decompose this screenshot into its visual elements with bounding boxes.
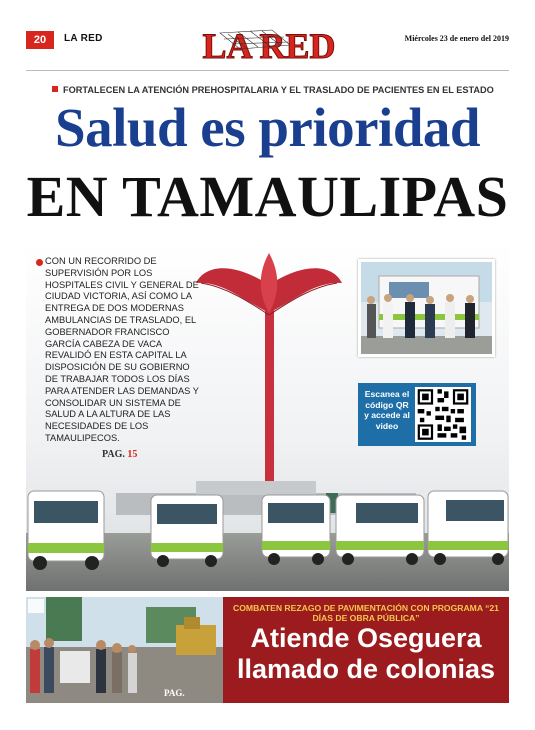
secondary-kicker: COMBATEN REZAGO DE PAVIMENTACIÓN CON PROGRAMA “21 DÍAS DE OBRA PÚBLICA” — [233, 603, 499, 623]
logo-text: LA RED — [202, 26, 336, 65]
secondary-photo-paving — [26, 597, 223, 703]
inset-photo-officials — [358, 259, 495, 357]
bullet-square-icon — [52, 86, 58, 92]
qr-callout-text: Escanea el código QR y accede al video — [364, 389, 410, 431]
ambulance-4 — [336, 495, 424, 565]
qr-code-icon[interactable] — [415, 387, 471, 442]
page-number: 20 — [26, 31, 54, 49]
lead-body-text — [45, 256, 205, 445]
ambulance-5 — [428, 491, 508, 565]
header-divider — [26, 70, 509, 71]
page-ref-label: PAG. — [102, 449, 125, 460]
headline-main: Salud es prioridad — [54, 97, 480, 158]
page-ref-number: 15 — [127, 449, 138, 460]
section-name: LA RED — [64, 33, 103, 44]
page-header — [26, 25, 509, 67]
lead-body: CON UN RECORRIDO DE SUPERVISIÓN POR LOS HOSPITALES CIVIL Y GENERAL DE CIUDAD VICTORIA, ASÍ COMO LA ENTREGA DE DOS MODERNAS AMBULANCIAS DE TRASLADO, EL GOBERNADOR FRANCISCO GARCÍA CABEZA DE VACA REVALIDÓ EN ESTA CAPITAL LA DISPOSICIÓN DE SU GOBIERNO DE TRABAJAR TODOS LOS DÍAS PARA ATENDER LAS DEMANDAS Y CONSOLIDAR UN SISTEMA DE SALUD A LA ALTURA DE LAS NECESIDADES DE LOS TAMAULIPECOS. — [45, 256, 199, 443]
secondary-headline: Atiende Oseguera llamado de colonias — [236, 623, 496, 684]
ambulance-3 — [262, 495, 330, 565]
lead-kicker — [52, 85, 502, 95]
lead-page-reference — [102, 449, 137, 460]
bullet-dot-icon — [36, 259, 43, 266]
qr-video-callout — [358, 383, 476, 446]
ambulance-1 — [28, 491, 104, 570]
secondary-headline-box — [223, 597, 509, 703]
ambulance-2 — [151, 495, 223, 567]
headline-secondary: EN TAMAULIPAS — [26, 164, 509, 229]
issue-date: Miércoles 23 de enero del 2019 — [404, 34, 509, 43]
masthead-logo — [180, 25, 358, 65]
secondary-story — [26, 597, 509, 703]
secondary-page-reference: PAG. — [164, 688, 185, 698]
lead-kicker-text: FORTALECEN LA ATENCIÓN PREHOSPITALARIA Y EL TRASLADO DE PACIENTES EN EL ESTADO — [63, 85, 494, 95]
